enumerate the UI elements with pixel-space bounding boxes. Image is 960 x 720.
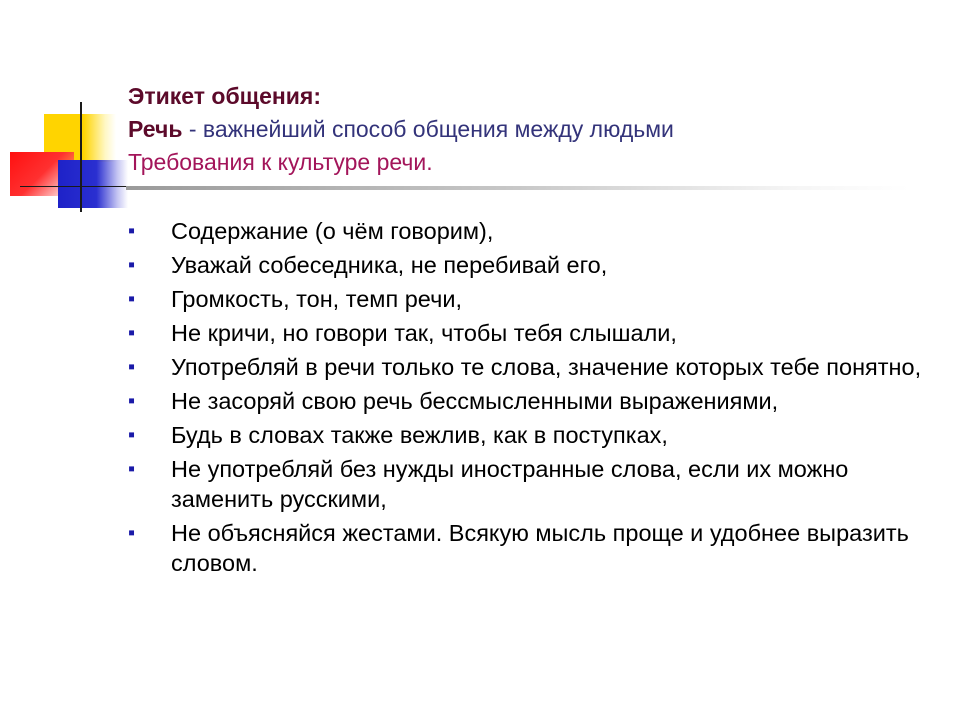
blue-square-decoration (58, 160, 128, 208)
decorative-logo (0, 0, 140, 220)
vertical-line-decoration (80, 102, 82, 212)
bullet-icon: ▪ (128, 390, 136, 412)
list-item (128, 518, 928, 578)
list-item-text: Употребляй в речи только те слова, значение которых тебе понятно, (171, 354, 922, 380)
list-item (128, 250, 928, 280)
title-divider (126, 186, 910, 190)
list-item-text: Громкость, тон, темп речи, (171, 286, 462, 312)
bullet-icon: ▪ (128, 522, 136, 544)
list-item-text: Не объясняйся жестами. Всякую мысль проще и удобнее выразить словом. (171, 520, 909, 576)
slide-title (128, 80, 908, 179)
list-item-text: Не употребляй без нужды иностранные слова, если их можно заменить русскими, (171, 456, 849, 512)
list-item (128, 454, 928, 514)
title-requirements: Требования к культуре речи. (128, 149, 433, 175)
title-speech-definition: - важнейший способ общения между людьми (182, 116, 674, 142)
list-item (128, 216, 928, 246)
list-item (128, 284, 928, 314)
title-heading: Этикет общения: (128, 83, 321, 109)
horizontal-line-decoration (20, 186, 130, 187)
bullet-icon: ▪ (128, 424, 136, 446)
bullet-icon: ▪ (128, 356, 136, 378)
list-item (128, 318, 928, 348)
list-item (128, 352, 928, 382)
list-item-text: Не засоряй свою речь бессмысленными выражениями, (171, 388, 779, 414)
list-item (128, 420, 928, 450)
list-item-text: Не кричи, но говори так, чтобы тебя слышали, (171, 320, 677, 346)
bullet-icon: ▪ (128, 220, 136, 242)
bullet-icon: ▪ (128, 458, 136, 480)
bullet-icon: ▪ (128, 254, 136, 276)
bullet-list (128, 216, 928, 582)
list-item-text: Будь в словах также вежлив, как в поступках, (171, 422, 668, 448)
list-item-text: Уважай собеседника, не перебивай его, (171, 252, 608, 278)
bullet-icon: ▪ (128, 288, 136, 310)
list-item (128, 386, 928, 416)
bullet-icon: ▪ (128, 322, 136, 344)
title-speech-word: Речь (128, 116, 183, 142)
list-item-text: Содержание (о чём говорим), (171, 218, 494, 244)
